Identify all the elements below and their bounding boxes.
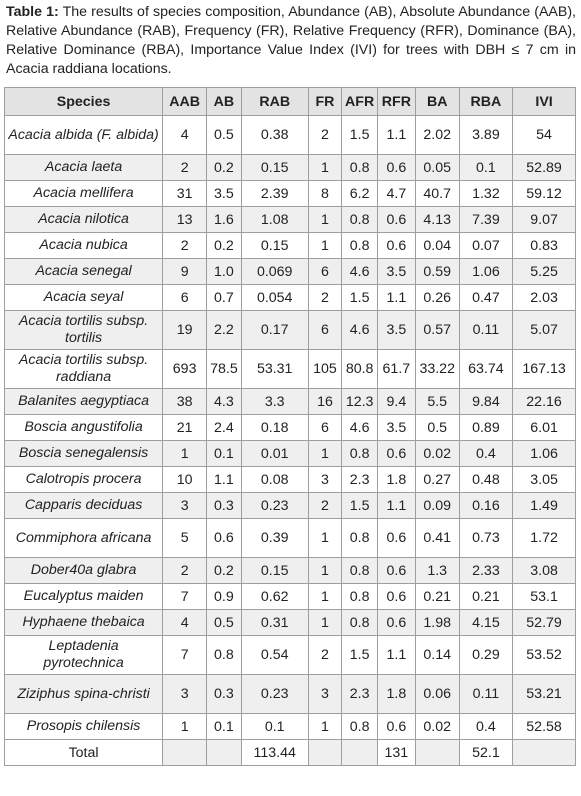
- table-row: [5, 636, 576, 675]
- cell-fr: 1: [308, 441, 342, 467]
- cell-ba: 0.26: [415, 285, 459, 311]
- cell-aab: 2: [163, 155, 207, 181]
- cell-rfr: 0.6: [378, 441, 416, 467]
- cell-species: Commiphora africana: [5, 519, 163, 558]
- total-cell-empty: [342, 740, 378, 766]
- cell-fr: 2: [308, 285, 342, 311]
- cell-species: Eucalyptus maiden: [5, 584, 163, 610]
- cell-aab: 1: [163, 441, 207, 467]
- cell-ab: 0.5: [207, 610, 242, 636]
- cell-fr: 6: [308, 311, 342, 350]
- cell-ivi: 54: [513, 116, 576, 155]
- table-row: [5, 493, 576, 519]
- cell-ab: 0.2: [207, 155, 242, 181]
- cell-rba: 4.15: [459, 610, 512, 636]
- cell-rab: 0.38: [241, 116, 308, 155]
- cell-rba: 0.4: [459, 714, 512, 740]
- table-row: [5, 285, 576, 311]
- cell-rfr: 1.1: [378, 285, 416, 311]
- cell-ivi: 3.05: [513, 467, 576, 493]
- table-row: [5, 207, 576, 233]
- cell-rfr: 3.5: [378, 311, 416, 350]
- table-row: [5, 259, 576, 285]
- cell-afr: 0.8: [342, 155, 378, 181]
- col-header-ivi: IVI: [513, 88, 576, 116]
- cell-species: Capparis deciduas: [5, 493, 163, 519]
- cell-rfr: 1.1: [378, 493, 416, 519]
- cell-fr: 105: [308, 350, 342, 389]
- cell-rab: 0.18: [241, 415, 308, 441]
- table-caption: [6, 3, 576, 79]
- cell-ab: 3.5: [207, 181, 242, 207]
- cell-rfr: 1.8: [378, 467, 416, 493]
- cell-rba: 0.21: [459, 584, 512, 610]
- cell-afr: 0.8: [342, 558, 378, 584]
- cell-ba: 0.02: [415, 441, 459, 467]
- cell-rfr: 0.6: [378, 714, 416, 740]
- total-rba: 52.1: [459, 740, 512, 766]
- cell-fr: 2: [308, 116, 342, 155]
- cell-ab: 0.7: [207, 285, 242, 311]
- cell-ab: 1.6: [207, 207, 242, 233]
- cell-aab: 1: [163, 714, 207, 740]
- cell-rfr: 9.4: [378, 389, 416, 415]
- cell-ab: 0.1: [207, 714, 242, 740]
- cell-rab: 0.54: [241, 636, 308, 675]
- cell-ba: 5.5: [415, 389, 459, 415]
- cell-species: Acacia albida (F. albida): [5, 116, 163, 155]
- cell-ba: 40.7: [415, 181, 459, 207]
- cell-species: Calotropis procera: [5, 467, 163, 493]
- cell-rfr: 1.1: [378, 116, 416, 155]
- cell-rba: 0.16: [459, 493, 512, 519]
- species-table: [4, 87, 576, 766]
- cell-fr: 6: [308, 259, 342, 285]
- cell-afr: 2.3: [342, 675, 378, 714]
- total-cell-empty: [308, 740, 342, 766]
- cell-rfr: 61.7: [378, 350, 416, 389]
- col-header-fr: FR: [308, 88, 342, 116]
- cell-fr: 3: [308, 467, 342, 493]
- table-row: [5, 116, 576, 155]
- table-row: [5, 610, 576, 636]
- cell-ba: 0.41: [415, 519, 459, 558]
- cell-aab: 31: [163, 181, 207, 207]
- cell-aab: 3: [163, 493, 207, 519]
- cell-ivi: 2.03: [513, 285, 576, 311]
- cell-afr: 1.5: [342, 493, 378, 519]
- cell-species: Boscia senegalensis: [5, 441, 163, 467]
- cell-rab: 0.1: [241, 714, 308, 740]
- cell-rba: 3.89: [459, 116, 512, 155]
- cell-ab: 0.2: [207, 558, 242, 584]
- cell-rfr: 1.8: [378, 675, 416, 714]
- cell-ab: 0.1: [207, 441, 242, 467]
- cell-ba: 0.04: [415, 233, 459, 259]
- cell-ba: 0.27: [415, 467, 459, 493]
- cell-rfr: 4.7: [378, 181, 416, 207]
- cell-species: Acacia seyal: [5, 285, 163, 311]
- cell-fr: 2: [308, 493, 342, 519]
- cell-rab: 1.08: [241, 207, 308, 233]
- cell-afr: 1.5: [342, 285, 378, 311]
- cell-afr: 0.8: [342, 584, 378, 610]
- cell-afr: 12.3: [342, 389, 378, 415]
- cell-ba: 0.5: [415, 415, 459, 441]
- cell-rab: 0.01: [241, 441, 308, 467]
- cell-ivi: 1.72: [513, 519, 576, 558]
- cell-afr: 6.2: [342, 181, 378, 207]
- cell-rab: 0.23: [241, 675, 308, 714]
- cell-ab: 2.2: [207, 311, 242, 350]
- cell-aab: 2: [163, 558, 207, 584]
- cell-ab: 1.0: [207, 259, 242, 285]
- cell-rba: 0.73: [459, 519, 512, 558]
- cell-rfr: 0.6: [378, 558, 416, 584]
- cell-rba: 1.32: [459, 181, 512, 207]
- cell-ivi: 6.01: [513, 415, 576, 441]
- caption-text: The results of species composition, Abundance (AB), Absolute Abundance (AAB), Relative Abundance (RAB), Frequency (FR), Relative Frequency (RFR), Dominance (BA), Relative Dominance (RBA), Importance Value Index (IVI) for trees with DBH ≤ 7 cm in Acacia raddiana locations.: [6, 4, 576, 77]
- cell-rba: 63.74: [459, 350, 512, 389]
- cell-rfr: 3.5: [378, 259, 416, 285]
- cell-rfr: 0.6: [378, 519, 416, 558]
- col-header-rba: RBA: [459, 88, 512, 116]
- cell-fr: 16: [308, 389, 342, 415]
- cell-ba: 0.09: [415, 493, 459, 519]
- cell-ba: 0.05: [415, 155, 459, 181]
- table-row: [5, 389, 576, 415]
- total-cell-empty: [415, 740, 459, 766]
- cell-fr: 1: [308, 233, 342, 259]
- cell-ivi: 0.83: [513, 233, 576, 259]
- cell-species: Prosopis chilensis: [5, 714, 163, 740]
- table-row: [5, 467, 576, 493]
- cell-ivi: 1.06: [513, 441, 576, 467]
- cell-fr: 1: [308, 584, 342, 610]
- cell-rab: 2.39: [241, 181, 308, 207]
- cell-ab: 0.3: [207, 675, 242, 714]
- cell-species: Dober40a glabra: [5, 558, 163, 584]
- cell-afr: 0.8: [342, 610, 378, 636]
- cell-afr: 80.8: [342, 350, 378, 389]
- cell-rab: 0.17: [241, 311, 308, 350]
- cell-rab: 0.15: [241, 155, 308, 181]
- cell-aab: 6: [163, 285, 207, 311]
- cell-species: Acacia nubica: [5, 233, 163, 259]
- cell-species: Acacia laeta: [5, 155, 163, 181]
- cell-rba: 1.06: [459, 259, 512, 285]
- cell-species: Acacia senegal: [5, 259, 163, 285]
- table-row: [5, 441, 576, 467]
- cell-rfr: 0.6: [378, 584, 416, 610]
- cell-aab: 7: [163, 636, 207, 675]
- cell-ba: 1.3: [415, 558, 459, 584]
- cell-ivi: 1.49: [513, 493, 576, 519]
- cell-aab: 21: [163, 415, 207, 441]
- cell-afr: 0.8: [342, 519, 378, 558]
- col-header-ab: AB: [207, 88, 242, 116]
- cell-ab: 0.6: [207, 519, 242, 558]
- table-row: [5, 311, 576, 350]
- cell-ivi: 5.07: [513, 311, 576, 350]
- cell-aab: 10: [163, 467, 207, 493]
- cell-species: Hyphaene thebaica: [5, 610, 163, 636]
- cell-rab: 0.054: [241, 285, 308, 311]
- table-row: [5, 714, 576, 740]
- table-row: [5, 155, 576, 181]
- cell-rab: 0.08: [241, 467, 308, 493]
- cell-rfr: 0.6: [378, 610, 416, 636]
- cell-rba: 0.4: [459, 441, 512, 467]
- cell-afr: 0.8: [342, 233, 378, 259]
- total-cell-empty: [513, 740, 576, 766]
- cell-ba: 4.13: [415, 207, 459, 233]
- cell-afr: 4.6: [342, 311, 378, 350]
- cell-aab: 4: [163, 610, 207, 636]
- cell-ivi: 52.58: [513, 714, 576, 740]
- caption-label: Table 1:: [6, 4, 59, 20]
- cell-ba: 0.06: [415, 675, 459, 714]
- cell-rab: 0.15: [241, 558, 308, 584]
- cell-aab: 2: [163, 233, 207, 259]
- cell-fr: 1: [308, 558, 342, 584]
- cell-afr: 0.8: [342, 207, 378, 233]
- table-row: [5, 233, 576, 259]
- cell-ab: 78.5: [207, 350, 242, 389]
- cell-ab: 1.1: [207, 467, 242, 493]
- cell-rba: 0.07: [459, 233, 512, 259]
- cell-ivi: 9.07: [513, 207, 576, 233]
- total-rab: 113.44: [241, 740, 308, 766]
- col-header-species: Species: [5, 88, 163, 116]
- cell-aab: 9: [163, 259, 207, 285]
- table-row: [5, 350, 576, 389]
- cell-ivi: 3.08: [513, 558, 576, 584]
- cell-ba: 1.98: [415, 610, 459, 636]
- cell-fr: 2: [308, 636, 342, 675]
- total-row: [5, 740, 576, 766]
- cell-ivi: 167.13: [513, 350, 576, 389]
- cell-ivi: 52.79: [513, 610, 576, 636]
- cell-species: Ziziphus spina-christi: [5, 675, 163, 714]
- cell-aab: 13: [163, 207, 207, 233]
- cell-afr: 2.3: [342, 467, 378, 493]
- header-row: [5, 88, 576, 116]
- total-label: Total: [5, 740, 163, 766]
- cell-rab: 0.31: [241, 610, 308, 636]
- cell-ba: 33.22: [415, 350, 459, 389]
- table-row: [5, 519, 576, 558]
- cell-fr: 6: [308, 415, 342, 441]
- cell-ivi: 53.21: [513, 675, 576, 714]
- col-header-ba: BA: [415, 88, 459, 116]
- cell-fr: 8: [308, 181, 342, 207]
- cell-ba: 0.21: [415, 584, 459, 610]
- cell-afr: 0.8: [342, 714, 378, 740]
- cell-rba: 7.39: [459, 207, 512, 233]
- cell-ivi: 59.12: [513, 181, 576, 207]
- table-row: [5, 181, 576, 207]
- cell-afr: 1.5: [342, 116, 378, 155]
- cell-rba: 9.84: [459, 389, 512, 415]
- total-rfr: 131: [378, 740, 416, 766]
- cell-aab: 693: [163, 350, 207, 389]
- cell-afr: 4.6: [342, 259, 378, 285]
- cell-fr: 1: [308, 207, 342, 233]
- table-body: [5, 116, 576, 740]
- cell-aab: 3: [163, 675, 207, 714]
- cell-ba: 0.57: [415, 311, 459, 350]
- cell-rab: 0.39: [241, 519, 308, 558]
- cell-afr: 4.6: [342, 415, 378, 441]
- cell-fr: 1: [308, 155, 342, 181]
- cell-afr: 1.5: [342, 636, 378, 675]
- table-row: [5, 675, 576, 714]
- cell-aab: 4: [163, 116, 207, 155]
- cell-ab: 0.3: [207, 493, 242, 519]
- cell-rfr: 0.6: [378, 155, 416, 181]
- cell-afr: 0.8: [342, 441, 378, 467]
- cell-rab: 0.15: [241, 233, 308, 259]
- cell-ba: 0.59: [415, 259, 459, 285]
- cell-ivi: 53.52: [513, 636, 576, 675]
- cell-rba: 0.11: [459, 311, 512, 350]
- cell-ab: 0.9: [207, 584, 242, 610]
- cell-ivi: 22.16: [513, 389, 576, 415]
- cell-rfr: 0.6: [378, 233, 416, 259]
- table-row: [5, 558, 576, 584]
- cell-rab: 53.31: [241, 350, 308, 389]
- cell-ab: 0.2: [207, 233, 242, 259]
- cell-rab: 0.069: [241, 259, 308, 285]
- col-header-rfr: RFR: [378, 88, 416, 116]
- total-cell-empty: [207, 740, 242, 766]
- cell-rba: 0.48: [459, 467, 512, 493]
- cell-species: Balanites aegyptiaca: [5, 389, 163, 415]
- cell-rba: 0.47: [459, 285, 512, 311]
- cell-ab: 4.3: [207, 389, 242, 415]
- cell-rba: 0.89: [459, 415, 512, 441]
- cell-rba: 0.29: [459, 636, 512, 675]
- cell-fr: 3: [308, 675, 342, 714]
- table-row: [5, 584, 576, 610]
- cell-rab: 3.3: [241, 389, 308, 415]
- cell-ivi: 5.25: [513, 259, 576, 285]
- cell-species: Acacia tortilis subsp. raddiana: [5, 350, 163, 389]
- cell-rba: 0.11: [459, 675, 512, 714]
- cell-aab: 38: [163, 389, 207, 415]
- cell-fr: 1: [308, 519, 342, 558]
- table-row: [5, 415, 576, 441]
- cell-species: Leptadenia pyrotechnica: [5, 636, 163, 675]
- cell-rfr: 0.6: [378, 207, 416, 233]
- cell-ba: 0.02: [415, 714, 459, 740]
- cell-rfr: 3.5: [378, 415, 416, 441]
- cell-species: Acacia mellifera: [5, 181, 163, 207]
- cell-fr: 1: [308, 610, 342, 636]
- cell-rba: 2.33: [459, 558, 512, 584]
- col-header-rab: RAB: [241, 88, 308, 116]
- cell-ivi: 52.89: [513, 155, 576, 181]
- cell-aab: 7: [163, 584, 207, 610]
- cell-rfr: 1.1: [378, 636, 416, 675]
- cell-ab: 0.8: [207, 636, 242, 675]
- cell-aab: 5: [163, 519, 207, 558]
- cell-species: Acacia tortilis subsp. tortilis: [5, 311, 163, 350]
- total-cell-empty: [163, 740, 207, 766]
- cell-ivi: 53.1: [513, 584, 576, 610]
- cell-rab: 0.23: [241, 493, 308, 519]
- cell-ab: 0.5: [207, 116, 242, 155]
- cell-rba: 0.1: [459, 155, 512, 181]
- cell-aab: 19: [163, 311, 207, 350]
- cell-species: Boscia angustifolia: [5, 415, 163, 441]
- cell-ab: 2.4: [207, 415, 242, 441]
- cell-ba: 0.14: [415, 636, 459, 675]
- col-header-aab: AAB: [163, 88, 207, 116]
- cell-rab: 0.62: [241, 584, 308, 610]
- cell-species: Acacia nilotica: [5, 207, 163, 233]
- cell-ba: 2.02: [415, 116, 459, 155]
- col-header-afr: AFR: [342, 88, 378, 116]
- cell-fr: 1: [308, 714, 342, 740]
